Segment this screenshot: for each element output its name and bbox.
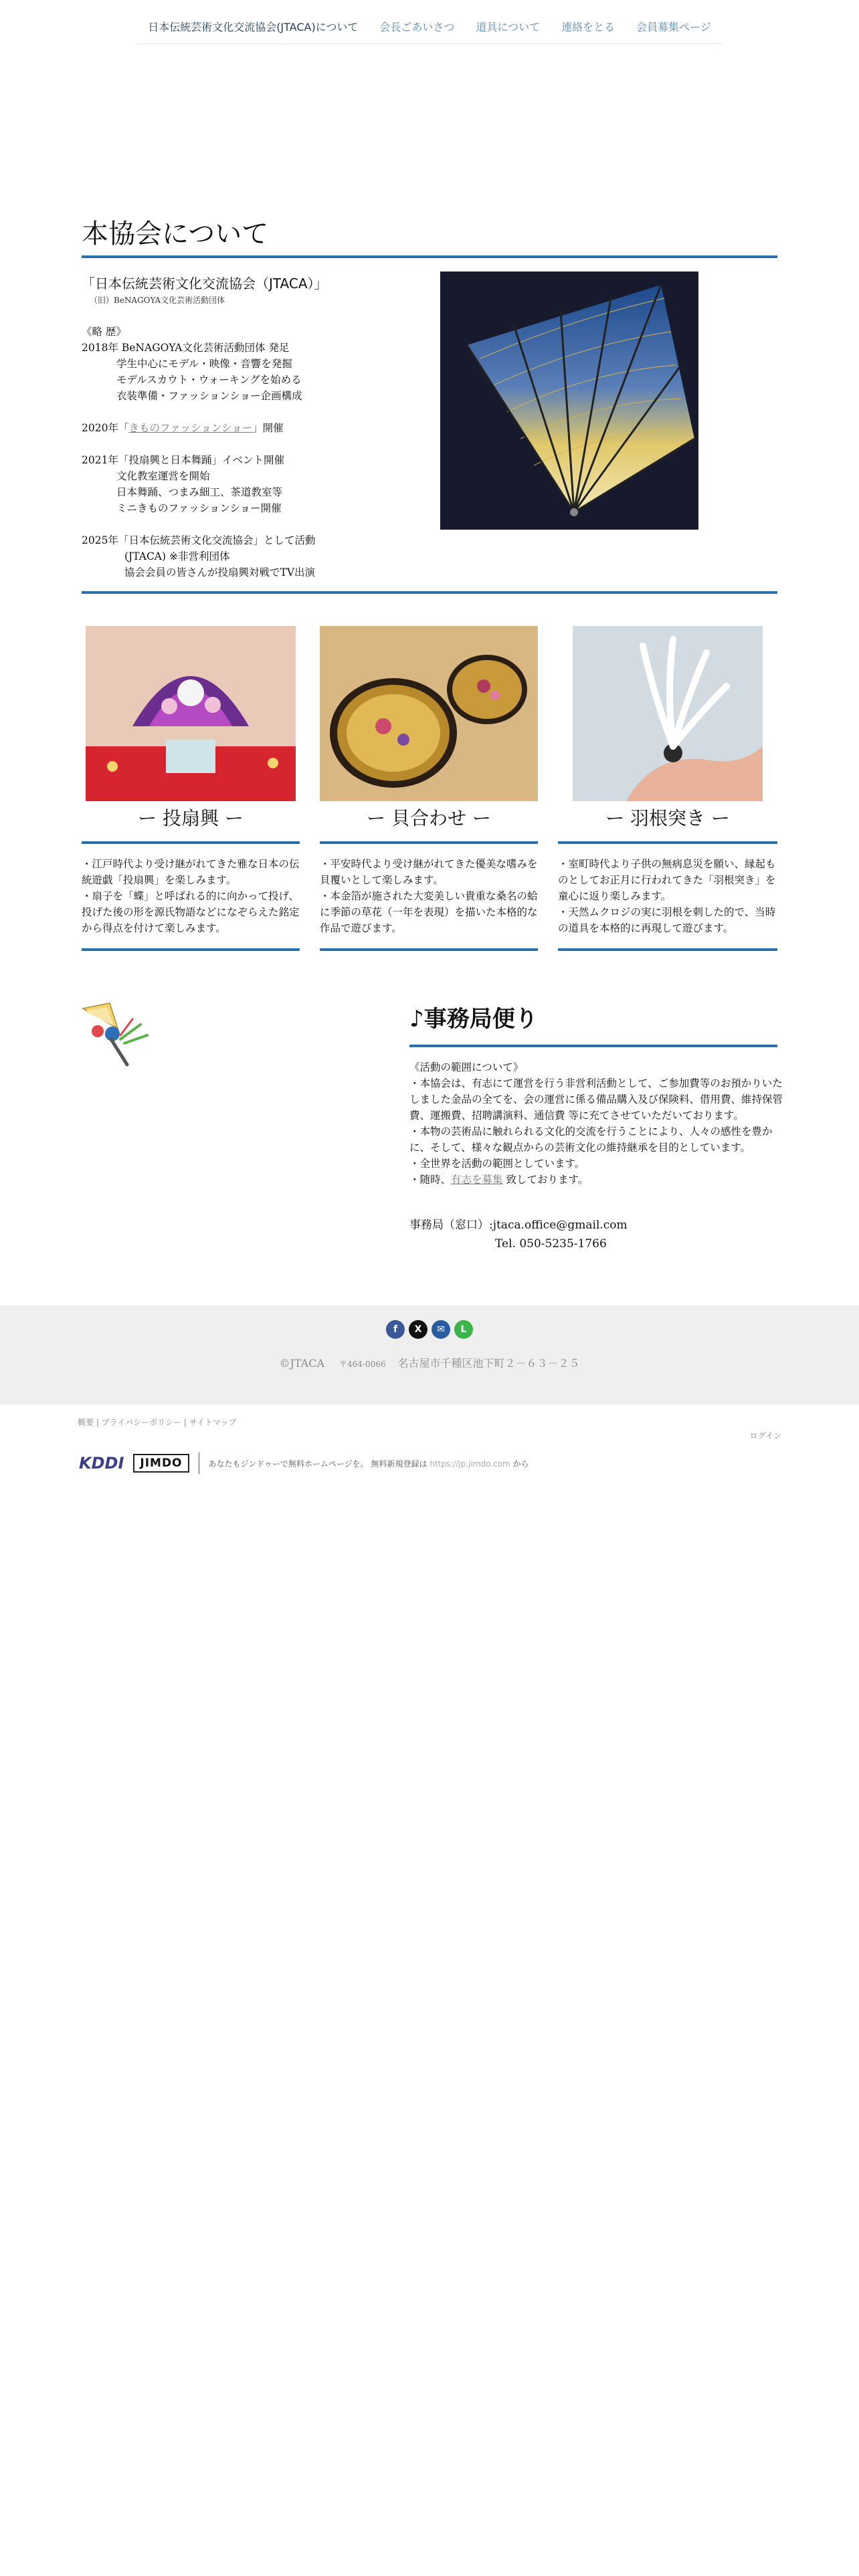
- social-share-bar: [0, 1320, 859, 1339]
- top-navigation: [0, 15, 859, 44]
- jimdo-register-link[interactable]: https://jp.jimdo.com: [430, 1459, 510, 1469]
- nav-item-contact[interactable]: 連絡をとる: [551, 15, 626, 44]
- card-title-tosenkyo: ー 投扇興 ー: [138, 807, 244, 829]
- section-divider: [82, 591, 777, 594]
- history-label: 《略 歴》: [82, 326, 126, 338]
- history-2018-detail: 衣装準備・ファッションショー企画構成: [116, 390, 302, 402]
- login-link[interactable]: ログイン: [749, 1431, 781, 1440]
- nav-item-about[interactable]: 日本伝統芸術文化交流協会(JTACA)について: [137, 15, 369, 44]
- mail-icon[interactable]: ✉: [432, 1320, 450, 1339]
- history-2021: 2021年「投扇興と日本舞踊」イベント開催: [82, 454, 284, 466]
- contact-info: 事務局（窓口）:jtaca.office@gmail.com Tel. 050-5235-1766: [409, 1216, 628, 1253]
- kddi-logo[interactable]: KDDI: [79, 1454, 124, 1473]
- folding-fan-photo: [440, 272, 698, 530]
- card-divider: [82, 841, 300, 844]
- kaiawase-photo: [320, 626, 538, 801]
- history-text: [82, 324, 416, 580]
- contact-email[interactable]: jtaca.office@gmail.com: [492, 1218, 628, 1232]
- line-icon[interactable]: L: [454, 1320, 473, 1339]
- history-2025-detail: (JTACA) ※非営利団体: [124, 550, 230, 562]
- facebook-icon[interactable]: f: [386, 1320, 405, 1339]
- card-divider: [82, 948, 300, 951]
- jimdo-logo[interactable]: JIMDO: [133, 1454, 189, 1473]
- jimdo-brand-row: [79, 1448, 529, 1478]
- jimdo-promo-text: あなたもジンドゥーで無料ホームページを。 無料新規登録は https://jp.jimdo.com から: [208, 1459, 529, 1469]
- history-2025-detail: 協会会員の皆さんが投扇興対戦でTV出演: [124, 566, 316, 578]
- volunteer-link[interactable]: 有志を募集: [451, 1174, 503, 1186]
- footer-address: ©JTACA 〒464-0066 名古屋市千種区池下町２－６３－２５: [279, 1357, 580, 1370]
- card-divider: [320, 948, 538, 951]
- about-heading: 「日本伝統芸術文化交流協会（JTACA）」: [82, 276, 328, 292]
- history-2018: 2018年 BeNAGOYA文化芸術活動団体 発足: [82, 342, 290, 354]
- news-text: 《活動の範囲について》 ・本協会は、有志にて運営を行う非営利活動として、ご参加費等のお預かりいたしました金品の全てを、会の運営に係る備品購入及び保険料、借用費、維持保管費、運搬費、招聘講演料、通信費 等に充てさせていただいております。 ・本物の芸術品に触れられる文化的交流を行うことにより、人々の感性を豊かに、そして、様々な観点からの芸術文化の維持継承を目的としています。 ・全世界を活動の範囲としています。 ・随時、有志を募集 致しております。: [409, 1061, 783, 1186]
- nav-item-tools[interactable]: 道具について: [465, 15, 551, 44]
- kimono-show-link[interactable]: きものファッションショー: [128, 422, 253, 434]
- history-2021-detail: 文化教室運営を開始: [116, 470, 210, 482]
- nav-item-membership[interactable]: 会員募集ページ: [626, 15, 722, 44]
- news-divider: [409, 1045, 777, 1047]
- tosenkyo-photo: [86, 626, 296, 801]
- history-2021-detail: 日本舞踊、つまみ細工、茶道教室等: [116, 486, 283, 498]
- x-twitter-icon[interactable]: X: [409, 1320, 427, 1339]
- history-2025: 2025年「日本伝統芸術文化交流協会」として活動: [82, 534, 316, 546]
- history-2020: 2020年「きものファッションショー」開催: [82, 422, 284, 434]
- title-divider: [82, 255, 777, 258]
- history-2018-detail: モデルスカウト・ウォーキングを始める: [116, 374, 302, 386]
- about-subheading: （旧）BeNAGOYA文化芸術活動団体: [90, 296, 225, 305]
- card-divider: [320, 841, 538, 844]
- history-2021-detail: ミニきものファッションショー開催: [116, 502, 282, 514]
- fan-illustration-icon: [78, 999, 153, 1074]
- footer-links[interactable]: 概要 | プライバシーポリシー | サイトマップ: [78, 1418, 237, 1427]
- contact-tel: Tel. 050-5235-1766: [495, 1237, 607, 1251]
- hanetsuki-photo: [573, 626, 763, 801]
- card-title-kaiawase: ー 貝合わせ ー: [367, 807, 491, 829]
- card-title-hanetsuki: ー 羽根突き ー: [605, 807, 730, 829]
- card-divider: [558, 948, 777, 951]
- card-text-kaiawase: ・平安時代より受け継がれてきた優美な嗜みを貝覆いとして楽しみます。 ・本金箔が施された大変美しい貴重な桑名の蛤に季節の草花（一年を表現）を描いた本格的な作品で遊びます。: [320, 858, 538, 934]
- card-text-tosenkyo: ・江戸時代より受け継がれてきた雅な日本の伝統遊戯「投扇興」を楽しみます。 ・扇子を「蝶」と呼ばれる的に向かって投げ、投げた後の形を源氏物語などになぞらえた銘定から得点を付けて楽しみます。: [82, 858, 300, 934]
- card-text-hanetsuki: ・室町時代より子供の無病息災を願い、縁起ものとしてお正月に行われてきた「羽根突き」を童心に返り楽しみます。 ・天然ムクロジの実に羽根を刺した的で、当時の道具を本格的に再現して遊びます。: [558, 858, 776, 934]
- nav-item-greeting[interactable]: 会長ごあいさつ: [369, 15, 465, 44]
- history-2018-detail: 学生中心にモデル・映像・音響を発掘: [116, 358, 292, 370]
- news-title: ♪事務局便り: [409, 1006, 538, 1033]
- card-divider: [558, 841, 777, 844]
- page-title: 本協会について: [82, 219, 269, 249]
